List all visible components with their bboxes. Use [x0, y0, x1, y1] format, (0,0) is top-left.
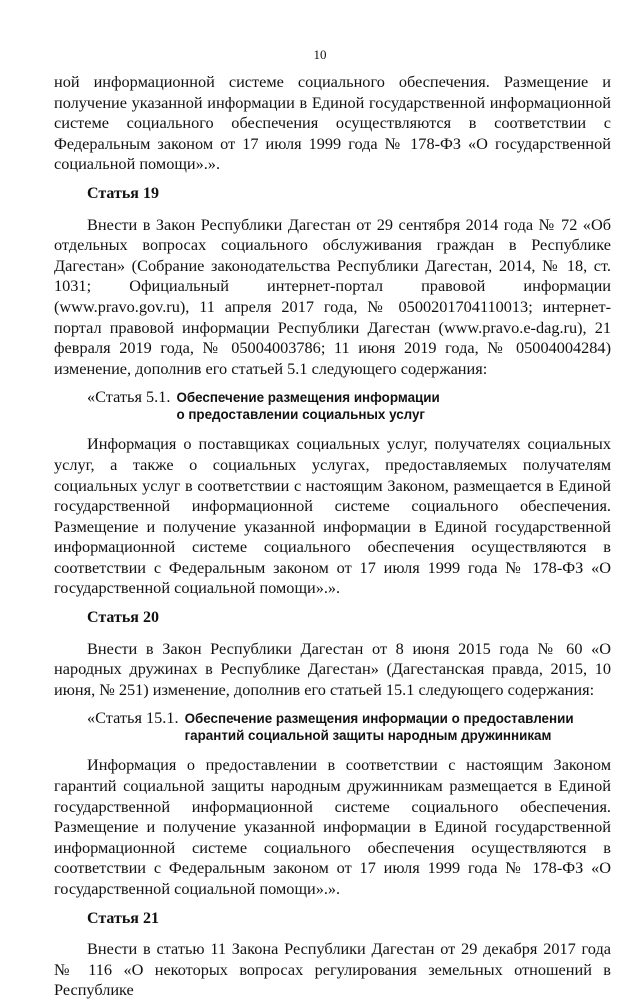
article-21-heading: Статья 21: [87, 909, 159, 927]
article-20-body: Внести в Закон Республики Дагестан от 8 июня 2015 года № 60 «О народных дружинах в Республике Дагестан» (Дагестанская правда, 2015, 10 июня, № 251) изменение, дополнив его статьей 15.1 следующего содержания:: [54, 638, 611, 699]
article-5-1-title-line-2: о предоставлении социальных услуг: [176, 407, 425, 423]
article-20-heading: Статья 20: [87, 609, 159, 627]
article-15-1-body: Информация о предоставлении в соответствии с настоящим Законом гарантий социальной защиты народным дружинникам размещается в Единой государственной информационной системе социального обеспечения. Размещение и получение указанной информации в Единой государственной информационной системе социального обеспечения осуществляются в соответствии с Федеральным законом от 17 июля 1999 года № 178-ФЗ «О государственной социальной помощи».».: [54, 755, 611, 898]
document-body: [54, 72, 611, 1001]
article-5-1-header: [54, 387, 611, 423]
article-15-1-title-line-2: гарантий социальной защиты народным дружинникам: [184, 728, 552, 744]
article-21-body: Внести в статью 11 Закона Республики Дагестан от 29 декабря 2017 года № 116 «О некоторых вопросах регулирования земельных отношений в Республике: [54, 939, 611, 1000]
article-15-1-header: [54, 708, 611, 744]
article-5-1-body: Информация о поставщиках социальных услуг, получателях социальных услуг, а также о социальных услугах, предоставляемых получателям социальных услуг в соответствии с настоящим Законом, размещается в Единой государственной информационной системе социального обеспечения. Размещение и получение указанной информации в Единой государственной информационной системе социального обеспечения осуществляются в соответствии с Федеральным законом от 17 июля 1999 года № 178-ФЗ «О государственной социальной помощи».».: [54, 434, 611, 598]
article-15-1-title-line-1: Обеспечение размещения информации о предоставлении: [184, 711, 574, 727]
article-15-1-number: «Статья 15.1.: [87, 708, 179, 728]
intro-paragraph: ной информационной системе социального обеспечения. Размещение и получение указанной информации в Единой государственной информационной системе социального обеспечения осуществляются в соответствии с Федеральным законом от 17 июля 1999 года № 178-ФЗ «О государственной социальной помощи».».: [54, 72, 611, 174]
article-5-1-title-line-1: Обеспечение размещения информации: [176, 390, 440, 406]
article-19-body: Внести в Закон Республики Дагестан от 29 сентября 2014 года № 72 «Об отдельных вопросах социального обслуживания граждан в Республике Дагестан» (Собрание законодательства Республики Дагестан, 2014, № 18, ст. 1031; Официальный интернет-портал правовой информации (www.pravo.gov.ru), 11 апреля 2017 года, № 0500201704110013; интернет-портал правовой информации Республики Дагестан (www.pravo.e-dag.ru), 21 февраля 2019 года, № 05004003786; 11 июня 2019 года, № 05004004284) изменение, дополнив его статьей 5.1 следующего содержания:: [54, 214, 611, 378]
article-15-1-title: [185, 708, 574, 744]
article-5-1-number: «Статья 5.1.: [87, 387, 171, 407]
page-number: 10: [313, 47, 327, 62]
article-19-heading: Статья 19: [87, 184, 159, 202]
article-5-1-title: [176, 387, 439, 423]
